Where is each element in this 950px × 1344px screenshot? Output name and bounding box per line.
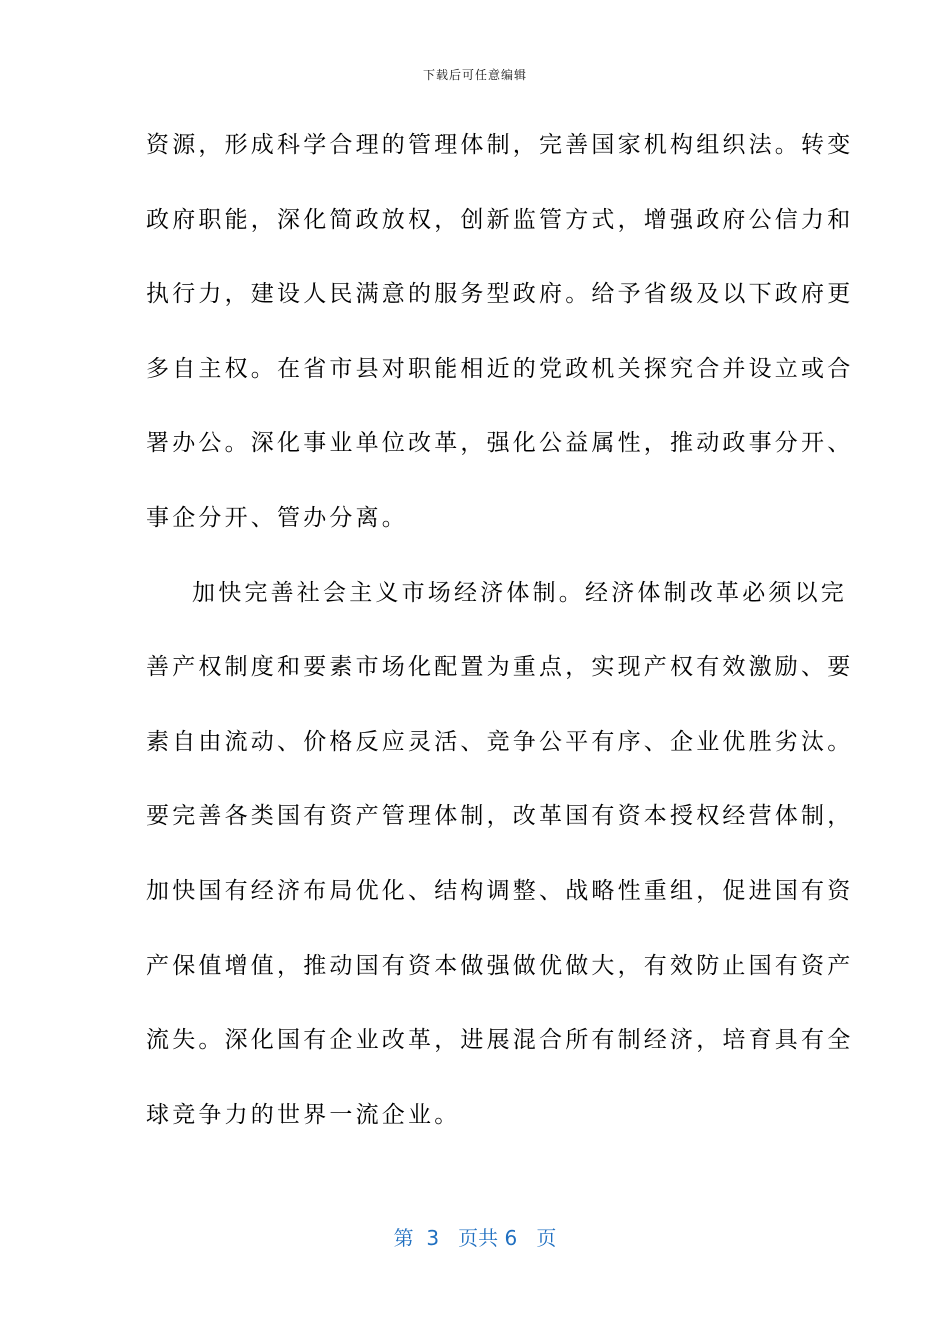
text-line: 事企分开、管办分离。	[146, 504, 408, 531]
text-line: 政府职能，深化简政放权，创新监管方式，增强政府公信力和	[146, 206, 854, 233]
download-note: 下载后可任意编辑	[422, 68, 527, 82]
text-line: 加快国有经济布局优化、结构调整、战略性重组，促进国有资	[146, 877, 854, 904]
text-line: 署办公。深化事业单位改革，强化公益属性，推动政事分开、	[146, 430, 854, 457]
text-line: 多自主权。在省市县对职能相近的党政机关探究合并设立或合	[146, 355, 854, 382]
paragraph-first-line: 加快完善社会主义市场经济体制。经济体制改革必须以完	[192, 579, 847, 606]
text-line: 资源，形成科学合理的管理体制，完善国家机构组织法。转变	[146, 132, 854, 158]
text-line: 球竞争力的世界一流企业。	[146, 1101, 461, 1128]
page-number: 第 3 页共 6 页	[393, 1226, 557, 1250]
text-line: 执行力，建设人民满意的服务型政府。给予省级及以下政府更	[146, 281, 854, 308]
text-line: 善产权制度和要素市场化配置为重点，实现产权有效激励、要	[146, 654, 854, 681]
text-line: 要完善各类国有资产管理体制，改革国有资本授权经营体制，	[146, 803, 854, 830]
text-line: 流失。深化国有企业改革，进展混合所有制经济，培育具有全	[146, 1027, 854, 1054]
document-body	[146, 120, 854, 1164]
text-line: 产保值增值，推动国有资本做强做优做大，有效防止国有资产	[146, 952, 854, 979]
text-line: 素自由流动、价格反应灵活、竞争公平有序、企业优胜劣汰。	[146, 728, 854, 755]
